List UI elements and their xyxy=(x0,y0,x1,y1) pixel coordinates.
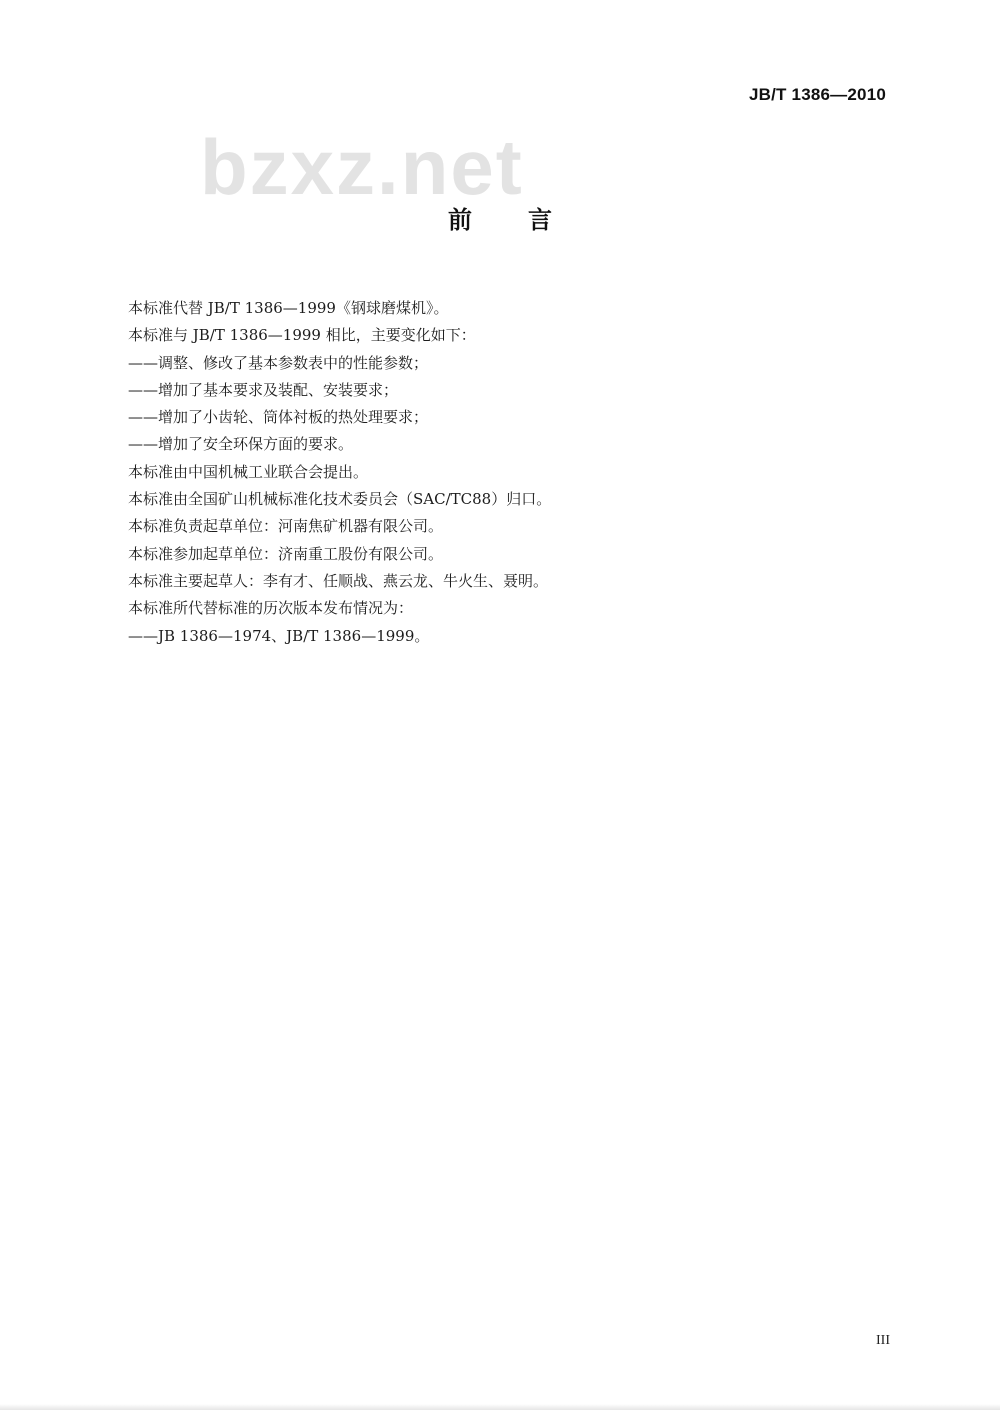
foreword-line-lead-drafter: 本标准负责起草单位：河南焦矿机器有限公司。 xyxy=(128,517,444,536)
foreword-line-change-1: ——调整、修改了基本参数表中的性能参数； xyxy=(128,353,429,372)
foreword-line-changes-intro: 本标准与 JB/T 1386—1999 相比，主要变化如下： xyxy=(128,326,476,345)
foreword-line-history-intro: 本标准所代替标准的历次版本发布情况为： xyxy=(128,599,414,618)
foreword-line-technical-committee: 本标准由全国矿山机械标准化技术委员会（SAC/TC88）归口。 xyxy=(128,490,552,509)
foreword-line-history-versions: ——JB 1386—1974、JB/T 1386—1999。 xyxy=(128,626,430,645)
foreword-line-change-3: ——增加了小齿轮、筒体衬板的热处理要求； xyxy=(128,408,429,427)
foreword-line-main-drafters: 本标准主要起草人：李有才、任顺战、燕云龙、牛火生、聂明。 xyxy=(128,571,549,590)
foreword-line-replaces: 本标准代替 JB/T 1386—1999《钢球磨煤机》。 xyxy=(128,299,449,317)
foreword-line-participating-drafter: 本标准参加起草单位：济南重工股份有限公司。 xyxy=(128,544,444,563)
foreword-line-change-4: ——增加了安全环保方面的要求。 xyxy=(128,435,354,454)
page-bottom-edge xyxy=(0,1404,1000,1410)
foreword-line-change-2: ——增加了基本要求及装配、安装要求； xyxy=(128,380,399,399)
foreword-line-proposer: 本标准由中国机械工业联合会提出。 xyxy=(128,462,369,481)
watermark-text: bzxz.net xyxy=(200,123,524,211)
page-title: 前言 xyxy=(448,206,608,234)
page-number: III xyxy=(876,1333,890,1348)
standard-code-header: JB/T 1386—2010 xyxy=(749,85,886,104)
foreword-body xyxy=(128,295,888,650)
